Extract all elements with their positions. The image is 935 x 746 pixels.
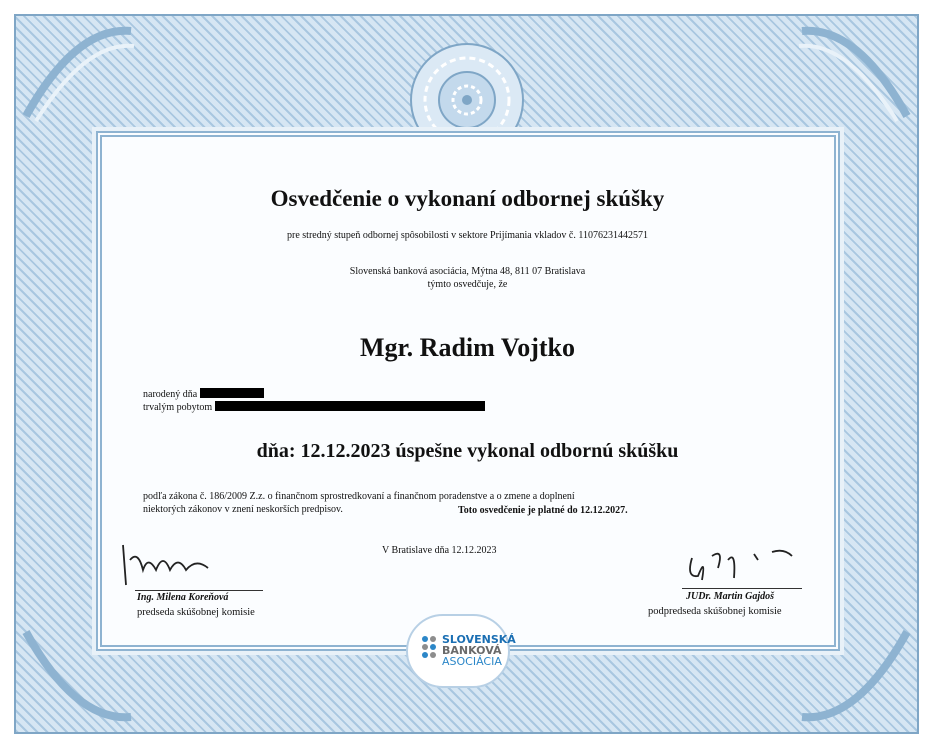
holder-name: Mgr. Radim Vojtko xyxy=(359,333,575,362)
right-signature xyxy=(684,538,799,593)
sba-logo xyxy=(406,614,516,688)
left-signature xyxy=(118,540,218,600)
logo-line-3: ASOCIÁCIA xyxy=(442,655,502,668)
birth-date-line xyxy=(143,388,264,400)
born-label: narodený dňa xyxy=(143,389,198,400)
certificate-subtitle: pre stredný stupeň odbornej spôsobilosti v sektore Prijímania vkladov č. 11076231442571 xyxy=(287,230,648,241)
law-line-1: podľa zákona č. 186/2009 Z.z. o finančnom sprostredkovaní a finančnom poradenstve a o zmene a doplnení xyxy=(143,491,575,502)
redacted-birth-date xyxy=(200,388,264,398)
corner-ornament-top-left xyxy=(16,16,136,126)
validity-statement: Toto osvedčenie je platné do 12.12.2027. xyxy=(458,505,628,516)
place-date: V Bratislave dňa 12.12.2023 xyxy=(382,545,497,556)
right-signature-line xyxy=(682,588,802,589)
law-line-2: niektorých zákonov v znení neskorších predpisov. xyxy=(143,504,343,515)
right-signatory-role: podpredseda skúšobnej komisie xyxy=(648,606,782,617)
certificate-title: Osvedčenie o vykonaní odbornej skúšky xyxy=(270,186,665,211)
left-signature-line xyxy=(135,590,263,591)
logo-line-2: BANKOVÁ xyxy=(442,644,502,657)
issuer-block xyxy=(0,265,935,291)
exam-statement: dňa: 12.12.2023 úspešne vykonal odbornú skúšku xyxy=(256,440,679,462)
issuer-address: Slovenská banková asociácia, Mýtna 48, 811 07 Bratislava xyxy=(349,266,586,277)
logo-wordmark xyxy=(442,634,516,667)
residence-line xyxy=(143,401,485,413)
corner-ornament-top-right xyxy=(797,16,917,126)
left-signatory-name: Ing. Milena Koreňová xyxy=(137,592,229,603)
residence-label: trvalým pobytom xyxy=(143,402,213,413)
logo-line-1: SLOVENSKÁ xyxy=(442,633,516,646)
redacted-address xyxy=(215,401,485,411)
left-signatory-role: predseda skúšobnej komisie xyxy=(137,607,255,618)
issuer-statement: týmto osvedčuje, že xyxy=(427,279,508,290)
logo-dots-icon xyxy=(422,636,440,666)
right-signatory-name: JUDr. Martin Gajdoš xyxy=(686,591,775,602)
